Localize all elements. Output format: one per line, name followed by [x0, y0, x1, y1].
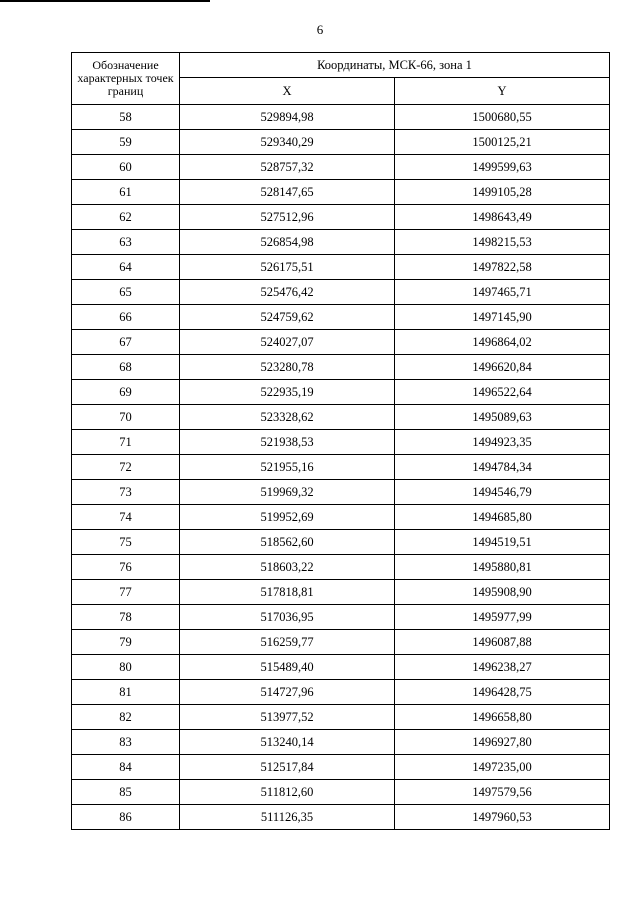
y-cell: 1496658,80	[395, 705, 610, 730]
y-cell: 1494685,80	[395, 505, 610, 530]
point-cell: 80	[72, 655, 180, 680]
point-cell: 81	[72, 680, 180, 705]
table-row	[72, 655, 610, 680]
point-cell: 72	[72, 455, 180, 480]
y-cell: 1496927,80	[395, 730, 610, 755]
y-cell: 1496087,88	[395, 630, 610, 655]
table-row	[72, 605, 610, 630]
table-row	[72, 355, 610, 380]
y-cell: 1497822,58	[395, 255, 610, 280]
y-cell: 1496864,02	[395, 330, 610, 355]
point-cell: 63	[72, 230, 180, 255]
point-cell: 67	[72, 330, 180, 355]
table-row	[72, 480, 610, 505]
point-cell: 59	[72, 130, 180, 155]
y-cell: 1499599,63	[395, 155, 610, 180]
table-row	[72, 105, 610, 130]
table-row	[72, 455, 610, 480]
point-cell: 77	[72, 580, 180, 605]
point-cell: 68	[72, 355, 180, 380]
table-row	[72, 805, 610, 830]
x-cell: 525476,42	[180, 280, 395, 305]
table-row	[72, 705, 610, 730]
y-cell: 1496238,27	[395, 655, 610, 680]
table-row	[72, 405, 610, 430]
point-cell: 70	[72, 405, 180, 430]
point-cell: 60	[72, 155, 180, 180]
table-row	[72, 580, 610, 605]
x-cell: 524759,62	[180, 305, 395, 330]
table-row	[72, 180, 610, 205]
x-cell: 515489,40	[180, 655, 395, 680]
header-x: X	[180, 78, 395, 105]
table-row	[72, 530, 610, 555]
table-row	[72, 755, 610, 780]
y-cell: 1500680,55	[395, 105, 610, 130]
x-cell: 529894,98	[180, 105, 395, 130]
y-cell: 1497465,71	[395, 280, 610, 305]
x-cell: 528757,32	[180, 155, 395, 180]
point-cell: 65	[72, 280, 180, 305]
y-cell: 1496428,75	[395, 680, 610, 705]
table-row	[72, 380, 610, 405]
point-cell: 75	[72, 530, 180, 555]
y-cell: 1496522,64	[395, 380, 610, 405]
table-row	[72, 230, 610, 255]
table-row	[72, 205, 610, 230]
table-row	[72, 155, 610, 180]
x-cell: 519969,32	[180, 480, 395, 505]
x-cell: 518603,22	[180, 555, 395, 580]
y-cell: 1495908,90	[395, 580, 610, 605]
x-cell: 514727,96	[180, 680, 395, 705]
y-cell: 1494546,79	[395, 480, 610, 505]
y-cell: 1499105,28	[395, 180, 610, 205]
point-cell: 84	[72, 755, 180, 780]
table-row	[72, 280, 610, 305]
top-rule	[0, 0, 210, 2]
x-cell: 526175,51	[180, 255, 395, 280]
y-cell: 1497145,90	[395, 305, 610, 330]
x-cell: 527512,96	[180, 205, 395, 230]
table-row	[72, 130, 610, 155]
point-cell: 76	[72, 555, 180, 580]
x-cell: 522935,19	[180, 380, 395, 405]
point-cell: 66	[72, 305, 180, 330]
point-cell: 83	[72, 730, 180, 755]
table-body	[72, 105, 610, 830]
x-cell: 526854,98	[180, 230, 395, 255]
point-cell: 82	[72, 705, 180, 730]
header-coordinates-group: Координаты, МСК-66, зона 1	[180, 53, 610, 78]
table-row	[72, 255, 610, 280]
x-cell: 519952,69	[180, 505, 395, 530]
y-cell: 1496620,84	[395, 355, 610, 380]
table-row	[72, 555, 610, 580]
x-cell: 521938,53	[180, 430, 395, 455]
table-row	[72, 780, 610, 805]
point-cell: 79	[72, 630, 180, 655]
y-cell: 1497960,53	[395, 805, 610, 830]
x-cell: 516259,77	[180, 630, 395, 655]
x-cell: 523280,78	[180, 355, 395, 380]
y-cell: 1495977,99	[395, 605, 610, 630]
coordinates-table	[71, 52, 610, 830]
y-cell: 1494519,51	[395, 530, 610, 555]
y-cell: 1494784,34	[395, 455, 610, 480]
point-cell: 74	[72, 505, 180, 530]
table-row	[72, 330, 610, 355]
x-cell: 513240,14	[180, 730, 395, 755]
point-cell: 62	[72, 205, 180, 230]
y-cell: 1497579,56	[395, 780, 610, 805]
x-cell: 524027,07	[180, 330, 395, 355]
y-cell: 1498215,53	[395, 230, 610, 255]
point-cell: 85	[72, 780, 180, 805]
x-cell: 518562,60	[180, 530, 395, 555]
table-row	[72, 505, 610, 530]
y-cell: 1494923,35	[395, 430, 610, 455]
x-cell: 521955,16	[180, 455, 395, 480]
point-cell: 73	[72, 480, 180, 505]
point-cell: 64	[72, 255, 180, 280]
table-row	[72, 430, 610, 455]
x-cell: 512517,84	[180, 755, 395, 780]
page-number: 6	[316, 22, 324, 37]
point-cell: 71	[72, 430, 180, 455]
y-cell: 1497235,00	[395, 755, 610, 780]
table-row	[72, 305, 610, 330]
x-cell: 511126,35	[180, 805, 395, 830]
x-cell: 513977,52	[180, 705, 395, 730]
point-cell: 78	[72, 605, 180, 630]
point-cell: 58	[72, 105, 180, 130]
table-row	[72, 680, 610, 705]
x-cell: 528147,65	[180, 180, 395, 205]
y-cell: 1495089,63	[395, 405, 610, 430]
table-row	[72, 730, 610, 755]
x-cell: 517036,95	[180, 605, 395, 630]
y-cell: 1500125,21	[395, 130, 610, 155]
x-cell: 523328,62	[180, 405, 395, 430]
y-cell: 1498643,49	[395, 205, 610, 230]
x-cell: 517818,81	[180, 580, 395, 605]
header-point-label: Обозначение характерных точек границ	[72, 53, 180, 105]
x-cell: 511812,60	[180, 780, 395, 805]
header-y: Y	[395, 78, 610, 105]
table-header	[72, 53, 610, 105]
table-row	[72, 630, 610, 655]
y-cell: 1495880,81	[395, 555, 610, 580]
x-cell: 529340,29	[180, 130, 395, 155]
point-cell: 86	[72, 805, 180, 830]
point-cell: 69	[72, 380, 180, 405]
point-cell: 61	[72, 180, 180, 205]
